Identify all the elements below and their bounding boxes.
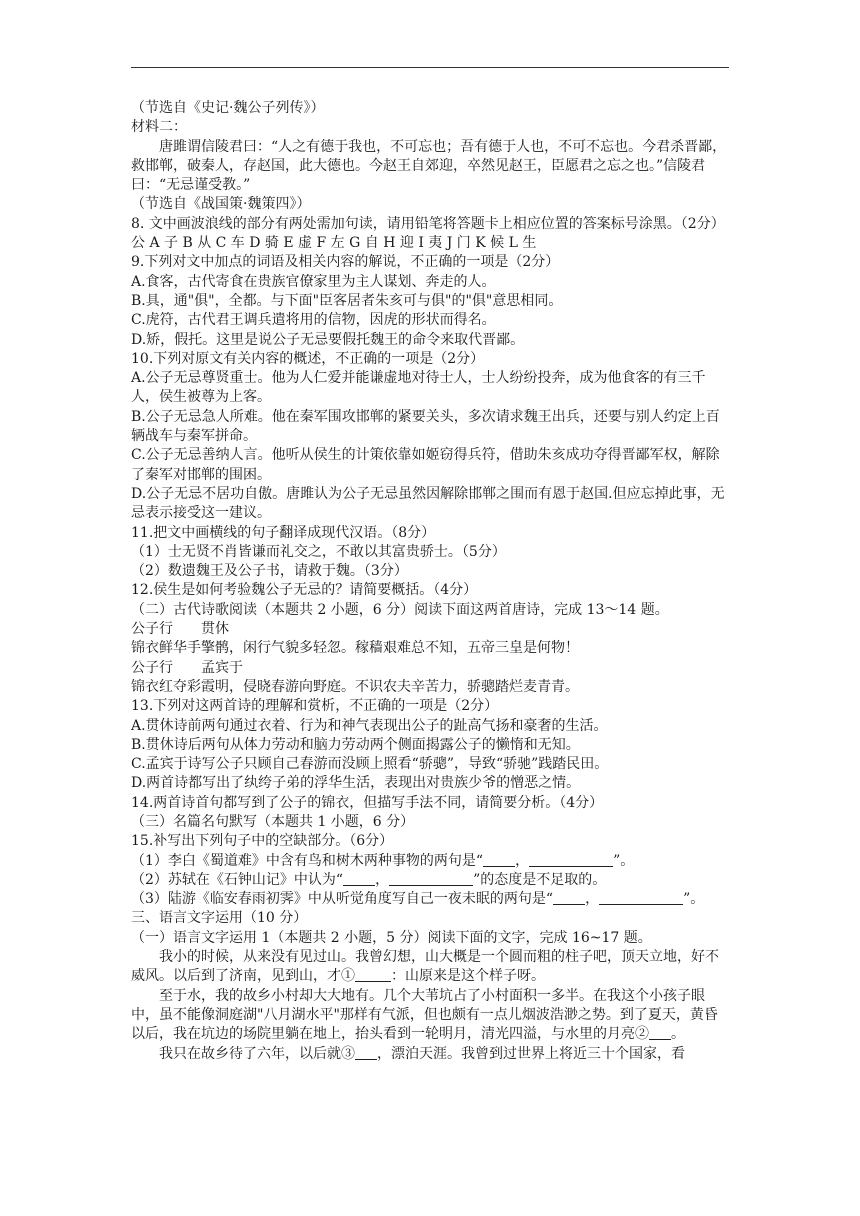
passage-3-text: 我只在故乡待了六年，以后就③ [159,1045,355,1062]
question-11: 11.把文中画横线的句子翻译成现代汉语。（8分） [131,524,436,541]
q15-2-end: ”的态度是不足取的。 [473,871,607,888]
question-9-option-d: D.矫，假托。这里是说公子无忌要假托魏王的命令来取代晋鄙。 [131,331,525,348]
question-10-option-a: A.公子无忌尊贤重士。他为人仁爱并能谦虚地对待士人，士人纷纷投奔，成为他食客的有三千人，侯生被尊为上客。 [131,370,706,406]
question-11-part-1: （1）士无贤不肖皆谦而礼交之，不敢以其富贵骄士。（5分） [131,543,506,560]
question-10-option-c: C.公子无忌善纳人言。他听从侯生的计策依靠如姬窃得兵符，借助朱亥成功夺得晋鄙军权，解除了秦军对邯郸的围困。 [131,447,720,483]
passage-paragraph-3 [131,1045,731,1064]
section-recitation-heading: （三）名篇名句默写（本题共 1 小题，6 分） [131,813,415,830]
poem-1-text: 锦衣鲜华手擎鹘，闲行气貌多轻忽。稼穑艰难总不知，五帝三皇是何物！ [131,640,579,657]
section-poetry-heading: （二）古代诗歌阅读（本题共 2 小题，6 分）阅读下面这两首唐诗，完成 13～14 题。 [131,601,669,618]
fill-blank[interactable] [599,890,683,905]
question-13-option-b: B.贯休诗后两句从体力劳动和脑力劳动两个侧面揭露公子的懒惰和无知。 [131,736,580,753]
material-two-text: 唐雎谓信陵君曰：“人之有德于我也，不可忘也；吾有德于人也，不可不忘也。今君杀晋鄙，救邯郸，破秦人，存赵国，此大德也。今赵王自郊迎，卒然见赵王，臣愿君之忘之也。”信陵君曰：“无忌谨受教。” [131,138,727,194]
section-language-heading: 三、语言文字运用（10 分） [131,910,308,927]
comma: ， [585,891,600,908]
question-10-option-b: B.公子无忌急人所难。他在秦军围攻邯郸的紧要关头，多次请求魏王出兵，还要与别人约定上百辆战车与秦军拼命。 [131,408,720,445]
fill-blank[interactable] [529,852,613,867]
fill-blank-1[interactable] [355,967,391,982]
poem-1-title: 公子行 贯休 [131,621,229,638]
passage-1-text: 我小的时候，从来没有见过山。我曾幻想，山大概是一个圆而粗的柱子吧，顶天立地，好不威风。以后到了济南，见到山，才① [131,949,719,985]
question-15-part-3 [131,890,731,909]
fill-blank[interactable] [389,871,473,886]
passage-3-end: ，漂泊天涯。我曾到过世界上将近三十个国家，看 [377,1045,685,1062]
question-12: 12.侯生是如何考验魏公子无忌的？请简要概括。（4分） [131,582,478,599]
language-subsection-heading: （一）语言文字运用 1（本题共 2 小题，5 分）阅读下面的文字，完成 16~17 题。 [131,929,652,946]
question-15: 15.补写出下列句子中的空缺部分。（6分） [131,833,394,850]
material-two-heading: 材料二： [131,119,187,136]
question-13: 13.下列对这两首诗的理解和赏析，不正确的一项是（2分） [131,698,499,715]
q15-3-end: ”。 [683,891,705,908]
question-8-options: 公 A 子 B 从 C 车 D 骑 E 虚 F 左 G 自 H 迎 I 夷 J 门 K 候 L 生 [131,235,537,252]
question-10: 10.下列对原文有关内容的概述，不正确的一项是（2分） [131,350,485,367]
question-9-option-c: C.虎符，古代君王调兵遣将用的信物，因虎的形状而得名。 [131,312,496,329]
question-14: 14.两首诗首句都写到了公子的锦衣，但描写手法不同，请简要分析。（4分） [131,794,604,811]
fill-blank-2[interactable] [649,1025,671,1040]
q15-1-end: ”。 [613,852,635,869]
exam-page-body [131,99,731,1064]
header-rule [131,67,729,68]
passage-1-end: ：山原来是这个样子呀。 [391,968,545,985]
passage-2-text: 至于水，我的故乡小村却大大地有。几个大苇坑占了小村面积一多半。在我这个小孩子眼中，虽不能像洞庭湖"八月湖水平"那样有气派，但也颇有一点儿烟波浩渺之势。到了夏天，黄昏以后，我在坑边的场院里躺在地上，抬头看到一轮明月，清光四溢，与水里的月亮② [131,987,718,1043]
q15-3-text: （3）陆游《临安春雨初霁》中从听觉角度写自己一夜未眠的两句是“ [131,891,554,908]
poem-2-title: 公子行 孟宾于 [131,659,243,676]
passage-2-end: 。 [671,1026,685,1043]
question-9: 9.下列对文中加点的词语及相关内容的解说，不正确的一项是（2分） [131,254,560,271]
comma: ， [515,852,530,869]
poem-2-text: 锦衣红夺彩霞明，侵晓春游向野庭。不识农夫辛苦力，骄骢踏烂麦青青。 [131,678,579,695]
question-10-option-d: D.公子无忌不居功自傲。唐雎认为公子无忌虽然因解除邯郸之围而有恩于赵国.但应忘掉此事，无忌表示接受这一建议。 [131,485,725,522]
question-11-part-2: （2）数遗魏王及公子书，请救于魏。（3分） [131,563,408,580]
question-13-option-a: A.贯休诗前两句通过衣着、行为和神气表现出公子的趾高气扬和豪奢的生活。 [131,717,608,734]
question-15-part-2 [131,871,731,890]
question-13-option-c: C.孟宾于诗写公子只顾自己春游而没顾上照看“骄骢”，导致“骄驰”践踏民田。 [131,756,609,773]
source-note-2: （节选自《战国策·魏策四》） [131,196,311,213]
fill-blank[interactable] [343,871,375,886]
question-9-option-a: A.食客，古代寄食在贵族官僚家里为主人谋划、奔走的人。 [131,273,496,290]
question-15-part-1 [131,852,731,871]
question-9-option-b: B.具，通"俱"，全都。与下面"臣客居者朱亥可与俱"的"俱"意思相同。 [131,292,563,309]
fill-blank[interactable] [483,852,515,867]
comma: ， [375,871,390,888]
fill-blank[interactable] [553,890,585,905]
question-8: 8. 文中画波浪线的部分有两处需加句读，请用铅笔将答题卡上相应位置的答案标号涂黑。（2分） [131,215,725,232]
passage-paragraph-2 [131,987,731,1045]
q15-1-text: （1）李白《蜀道难》中含有鸟和树木两种事物的两句是“ [131,852,484,869]
fill-blank-3[interactable] [355,1045,377,1060]
question-13-option-d: D.两首诗都写出了纨绔子弟的浮华生活，表现出对贵族少爷的憎恶之情。 [131,775,581,792]
q15-2-text: （2）苏轼在《石钟山记》中认为“ [131,871,344,888]
source-note-1: （节选自《史记·魏公子列传》） [131,100,325,116]
passage-paragraph-1 [131,948,731,987]
